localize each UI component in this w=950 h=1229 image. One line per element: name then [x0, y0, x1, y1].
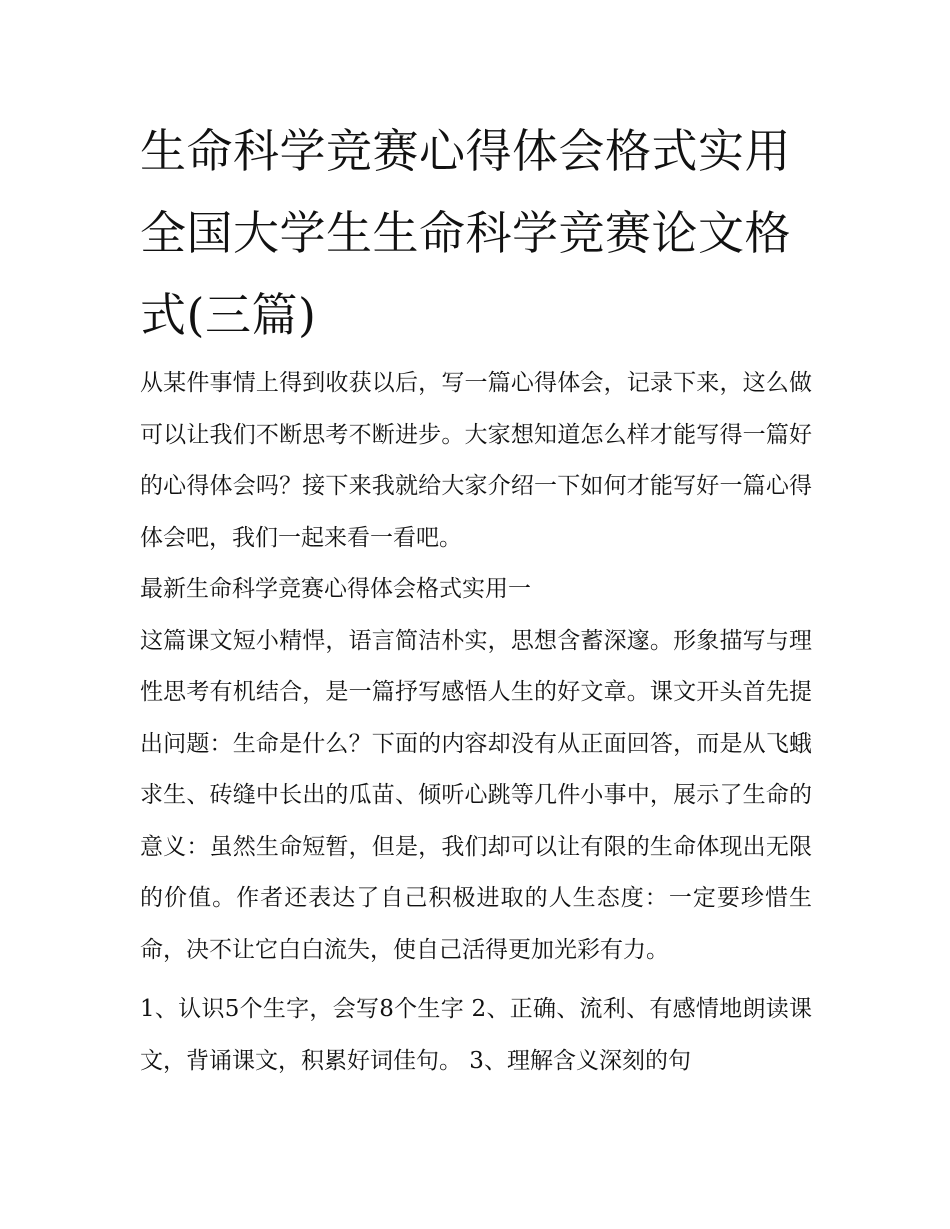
document-page	[140, 110, 812, 1087]
section-heading: 最新生命科学竞赛心得体会格式实用一	[140, 576, 531, 602]
document-title: 生命科学竞赛心得体会格式实用 全国大学生生命科学竞赛论文格式(三篇)	[140, 124, 791, 342]
learning-goals: 1、认识5个生字，会写8个生字 2、正确、流利、有感情地朗读课文，背诵课文，积累好词佳句。 3、理解含义深刻的句	[140, 996, 812, 1074]
intro-paragraph: 从某件事情上得到收获以后，写一篇心得体会，记录下来，这么做可以让我们不断思考不断进步。大家想知道怎么样才能写得一篇好的心得体会吗？接下来我就给大家介绍一下如何才能写好一篇心得体会吧，我们一起来看一看吧。	[140, 370, 812, 551]
body-paragraph: 这篇课文短小精悍，语言简洁朴实，思想含蓄深邃。形象描写与理性思考有机结合，是一篇抒写感悟人生的好文章。课文开头首先提出问题：生命是什么？下面的内容却没有从正面回答，而是从飞蛾求生、砖缝中长出的瓜苗、倾听心跳等几件小事中，展示了生命的意义：虽然生命短暂，但是，我们却可以让有限的生命体现出无限的价值。作者还表达了自己积极进取的人生态度：一定要珍惜生命，决不让它白白流失，使自己活得更加光彩有力。	[140, 627, 812, 963]
